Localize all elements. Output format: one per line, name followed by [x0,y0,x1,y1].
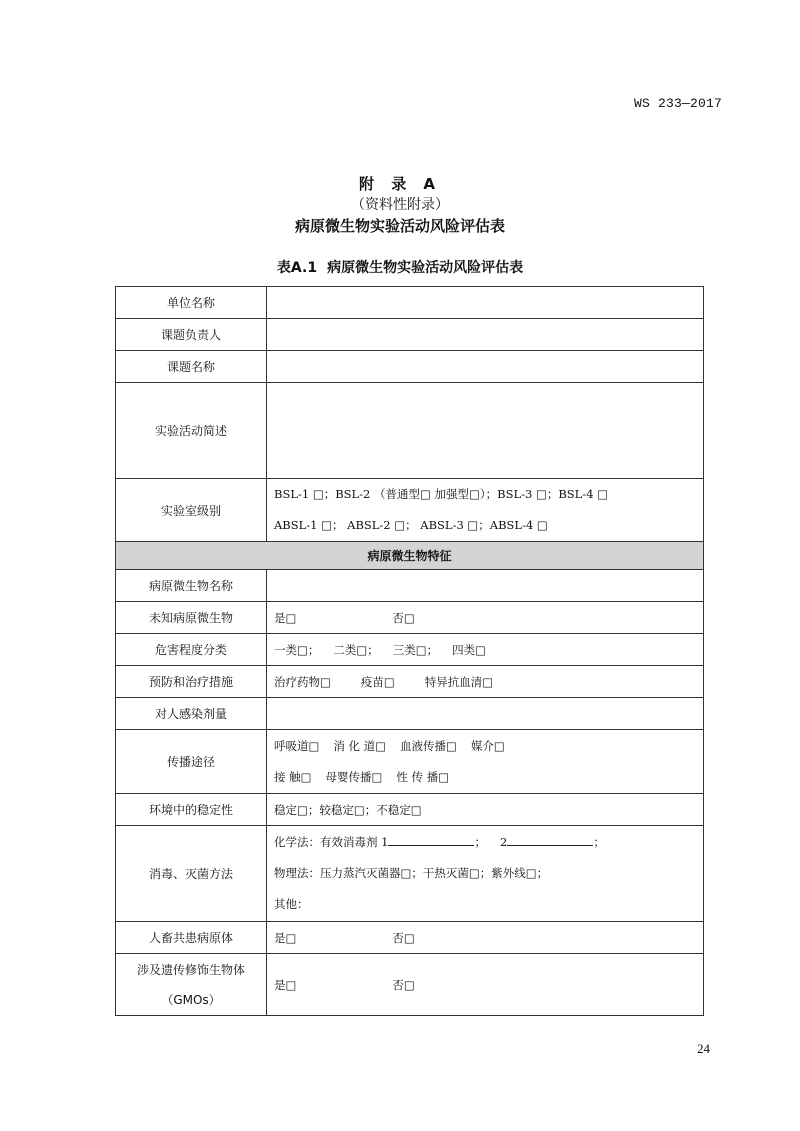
lab-level-options[interactable] [267,479,704,542]
unit-name-label: 单位名称 [116,287,267,319]
row-project-leader [116,319,704,351]
hazard-class-options [267,634,704,666]
table-caption [0,257,800,277]
annex-subtitle: （资料性附录） [351,197,449,213]
mother-infant-checkbox[interactable]: 母婴传播□ [325,769,383,784]
row-transmission [116,730,704,794]
activity-description-field[interactable] [267,383,704,479]
absl-options[interactable]: ABSL-1 □； ABSL-2 □； ABSL-3 □；ABSL-4 □ [274,518,548,532]
gmo-yes-checkbox[interactable]: 是□ [274,977,297,992]
activity-description-label: 实验活动简述 [116,383,267,479]
risk-assessment-table [115,286,704,1016]
row-prevention [116,666,704,698]
zoonotic-options [267,922,704,954]
gmo-options [267,954,704,1016]
lab-level-label: 实验室级别 [116,479,267,542]
gmo-label [116,954,267,1016]
row-infective-dose [116,698,704,730]
gmo-label-line-1: 涉及遗传修饰生物体 [136,962,245,977]
table-title: 病原微生物实验活动风险评估表 [327,260,524,276]
zoonotic-label: 人畜共患病原体 [116,922,267,954]
gmo-no-checkbox[interactable]: 否□ [392,977,415,992]
pathogen-name-field[interactable] [267,570,704,602]
unknown-pathogen-label: 未知病原微生物 [116,602,267,634]
antiserum-checkbox[interactable]: 特异抗血清□ [424,674,494,689]
sexual-checkbox[interactable]: 性 传 播□ [396,769,450,784]
row-disinfection [116,826,704,922]
unknown-yes-checkbox[interactable]: 是□ [274,610,297,625]
transmission-line-2 [274,762,697,793]
transmission-line-1 [274,731,697,762]
row-zoonotic [116,922,704,954]
row-project-name [116,351,704,383]
hazard-class-3-checkbox[interactable]: 三类□； [392,642,439,657]
row-unit-name [116,287,704,319]
project-name-field[interactable] [267,351,704,383]
contact-checkbox[interactable]: 接 触□ [274,769,312,784]
gmo-label-line-2: （GMOs） [161,992,221,1007]
hazard-class-2-checkbox[interactable]: 二类□； [333,642,379,657]
unknown-no-checkbox[interactable]: 否□ [392,610,415,625]
chemical-end: ； [593,835,605,849]
stability-label: 环境中的稳定性 [116,794,267,826]
row-activity-description [116,383,704,479]
row-stability [116,794,704,826]
row-hazard-class [116,634,704,666]
prevention-options [267,666,704,698]
project-leader-field[interactable] [267,319,704,351]
transmission-options [267,730,704,794]
project-name-label: 课题名称 [116,351,267,383]
row-gmo [116,954,704,1016]
digestive-checkbox[interactable]: 消 化 道□ [333,738,387,753]
chemical-method-line [274,827,697,858]
disinfectant-2-field[interactable] [507,833,593,846]
row-section-pathogen [116,542,704,570]
annex-name: 病原微生物实验活动风险评估表 [294,217,505,235]
row-pathogen-name [116,570,704,602]
vaccine-checkbox[interactable]: 疫苗□ [360,674,395,689]
zoonotic-no-checkbox[interactable]: 否□ [392,930,415,945]
annex-title: 附 录 A [358,175,442,193]
infective-dose-label: 对人感染剂量 [116,698,267,730]
treatment-drug-checkbox[interactable]: 治疗药物□ [274,674,331,689]
vector-checkbox[interactable]: 媒介□ [470,738,505,753]
row-unknown-pathogen [116,602,704,634]
disinfection-label: 消毒、灭菌方法 [116,826,267,922]
disinfection-options [267,826,704,922]
blood-checkbox[interactable]: 血液传播□ [400,738,457,753]
pathogen-name-label: 病原微生物名称 [116,570,267,602]
respiratory-checkbox[interactable]: 呼吸道□ [274,738,320,753]
hazard-class-label: 危害程度分类 [116,634,267,666]
hazard-class-1-checkbox[interactable]: 一类□； [274,642,320,657]
section-pathogen-heading: 病原微生物特征 [116,542,704,570]
other-method-line[interactable]: 其他： [274,897,309,911]
prevention-label: 预防和治疗措施 [116,666,267,698]
transmission-label: 传播途径 [116,730,267,794]
chemical-separator: ； [474,835,486,849]
hazard-class-4-checkbox[interactable]: 四类□ [452,642,486,657]
disinfectant-1-field[interactable] [388,833,474,846]
bsl-options[interactable]: BSL-1 □；BSL-2 （普通型□ 加强型□）；BSL-3 □；BSL-4 □ [274,487,609,501]
chemical-second-index: 2 [499,835,508,849]
unit-name-field[interactable] [267,287,704,319]
table-number: 表A.1 [276,260,318,276]
unknown-pathogen-options [267,602,704,634]
stability-options[interactable]: 稳定□；较稳定□；不稳定□ [267,794,704,826]
page-number: 24 [697,1041,710,1056]
standard-code-header: WS 233—2017 [633,96,722,111]
row-lab-level [116,479,704,542]
chemical-prefix: 化学法：有效消毒剂 1 [274,835,389,849]
annex-title-block [0,174,800,236]
infective-dose-field[interactable] [267,698,704,730]
zoonotic-yes-checkbox[interactable]: 是□ [274,930,297,945]
project-leader-label: 课题负责人 [116,319,267,351]
physical-method-line[interactable]: 物理法：压力蒸汽灭菌器□；干热灭菌□；紫外线□； [274,866,549,880]
